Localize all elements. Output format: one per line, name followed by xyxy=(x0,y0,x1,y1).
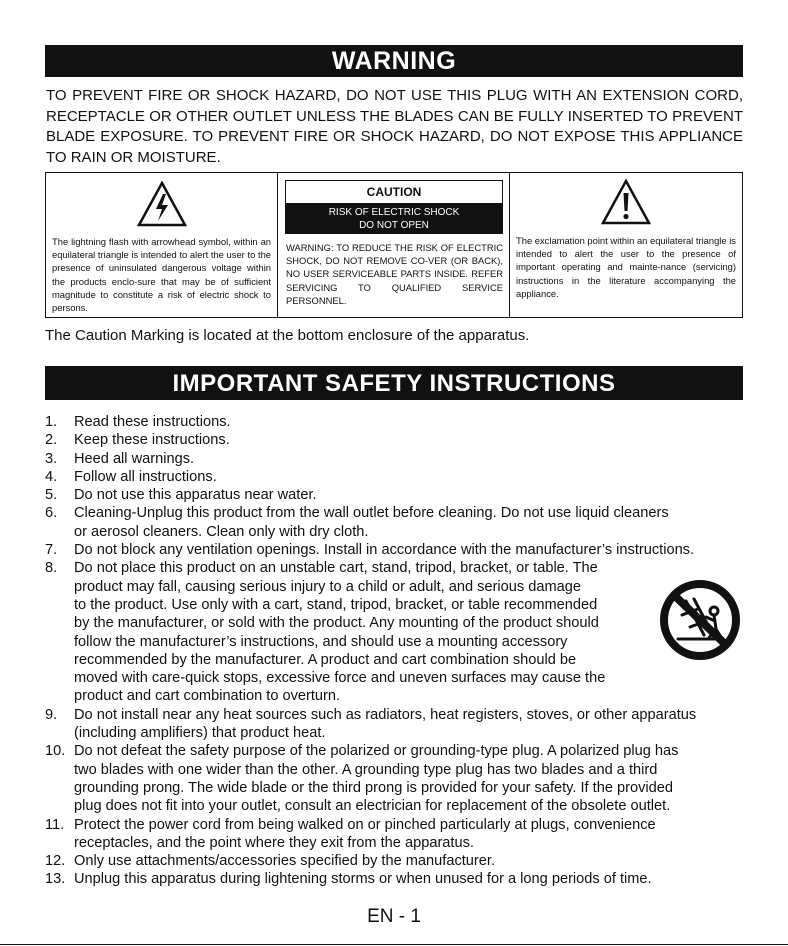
list-item xyxy=(45,742,745,815)
list-item xyxy=(45,852,745,870)
item-text: Protect the power cord from being walked on or pinched particularly at plugs, convenience receptacles, and the point where they exit from the apparatus. xyxy=(74,816,656,851)
item-text: Do not block any ventilation openings. Install in accordance with the manufacturer’s instructions. xyxy=(74,542,695,559)
caution-warning: WARNING: TO REDUCE THE RISK OF ELECTRIC SHOCK, DO NOT REMOVE CO-VER (OR BACK), NO USER SERVICEABLE PARTS INSIDE. REFER SERVICING TO QUALIFIED SERVICE PERSONNEL. xyxy=(286,242,503,306)
safety-instructions-list xyxy=(45,413,745,889)
item-number: 4. xyxy=(45,468,58,485)
exclamation-cell xyxy=(510,173,742,317)
item-number: 3. xyxy=(45,450,58,467)
list-item xyxy=(45,870,745,888)
item-text: Unplug this apparatus during lightening storms or when unused for a long periods of time. xyxy=(74,871,652,888)
list-item xyxy=(45,413,745,431)
item-text: Heed all warnings. xyxy=(74,450,195,467)
caution-box xyxy=(45,172,743,318)
lightning-cell xyxy=(46,173,278,317)
item-text: Follow all instructions. xyxy=(74,468,217,485)
bottom-rule xyxy=(0,944,788,945)
item-number: 8. xyxy=(45,560,58,577)
lightning-triangle-icon xyxy=(137,181,187,227)
item-number: 1. xyxy=(45,414,58,430)
item-text: Keep these instructions. xyxy=(74,432,230,449)
list-item xyxy=(45,559,745,705)
caution-cell xyxy=(278,173,510,317)
risk-label xyxy=(285,204,503,234)
list-item xyxy=(45,541,745,559)
page-number: EN - 1 xyxy=(367,906,421,927)
caution-marking-note: The Caution Marking is located at the bottom enclosure of the apparatus. xyxy=(45,327,530,344)
item-number: 12. xyxy=(45,853,66,870)
list-item xyxy=(45,706,745,743)
item-number: 7. xyxy=(45,542,58,559)
exclamation-description: The exclamation point within an equilateral triangle is intended to alert the user to the presence of important operating and mainte-nance (servicing) instructions in the literature accompanying the appliance. xyxy=(516,235,736,299)
item-text: Only use attachments/accessories specified by the manufacturer. xyxy=(74,853,495,870)
warning-text: TO PREVENT FIRE OR SHOCK HAZARD, DO NOT USE THIS PLUG WITH AN EXTENSION CORD, RECEPTACLE OR OTHER OUTLET UNLESS THE BLADES CAN BE FULLY INSERTED TO PREVENT BLADE EXPOSURE. TO PREVENT FIRE OR SHOCK HAZARD, DO NOT EXPOSE THIS APPLIANCE TO RAIN OR MOISTURE. xyxy=(46,87,743,166)
safety-banner: IMPORTANT SAFETY INSTRUCTIONS xyxy=(45,366,743,400)
item-number: 9. xyxy=(45,706,58,723)
risk-line-1: RISK OF ELECTRIC SHOCK xyxy=(328,207,460,218)
item-number: 5. xyxy=(45,487,58,504)
item-number: 13. xyxy=(45,871,66,888)
cart-tip-over-warning-icon xyxy=(656,577,744,663)
risk-line-2: DO NOT OPEN xyxy=(359,220,429,231)
item-text: Do not defeat the safety purpose of the polarized or grounding-type plug. A polarized plug has two blades with one wider than the other. A grounding type plug has two blades and a third grounding prong. The wide blade or the third prong is provided for your safety. If the provided plug does not fit into your outlet, consult an electrician for replacement of the obsolete outlet. xyxy=(74,743,679,815)
item-text: Do not use this apparatus near water. xyxy=(74,487,317,504)
exclamation-triangle-icon xyxy=(601,179,651,225)
list-item xyxy=(45,431,745,449)
item-text: Cleaning-Unplug this product from the wall outlet before cleaning. Do not use liquid cleaners or aerosol cleaners. Clean only with dry cloth. xyxy=(74,505,669,540)
warning-banner: WARNING xyxy=(45,45,743,77)
item-number: 2. xyxy=(45,432,58,449)
caution-title: CAUTION xyxy=(285,180,503,204)
list-item xyxy=(45,486,745,504)
item-number: 6. xyxy=(45,505,58,522)
item-number: 10. xyxy=(45,743,66,760)
list-item xyxy=(45,468,745,486)
lightning-description: The lightning flash with arrowhead symbol, within an equilateral triangle is intended to alert the user to the presence of uninsulated dangerous voltage within the products enclo-sure that may be of sufficient magnitude to constitute a risk of electric shock to persons. xyxy=(52,236,271,314)
list-item xyxy=(45,450,745,468)
item-text: Do not place this product on an unstable cart, stand, tripod, bracket, or table. The product may fall, causing serious injury to a child or adult, and serious damage to the product. Use only with a cart, stand, tripod, bracket, or table recommended by the manufacturer, or sold with the product. Any mounting of the product should follow the manufacturer’s instructions, and should use a mounting accessory recommended by the manufacturer. A product and cart combination should be moved with care-quick stops, excessive force and uneven surfaces may cause the product and cart combination to overturn. xyxy=(74,560,606,705)
list-item xyxy=(45,504,745,541)
item-text: Do not install near any heat sources such as radiators, heat registers, stoves, or other apparatus (including amplifiers) that product heat. xyxy=(74,706,697,742)
item-text: Read these instructions. xyxy=(74,414,231,430)
item-number: 11. xyxy=(45,816,65,833)
list-item xyxy=(45,816,745,853)
